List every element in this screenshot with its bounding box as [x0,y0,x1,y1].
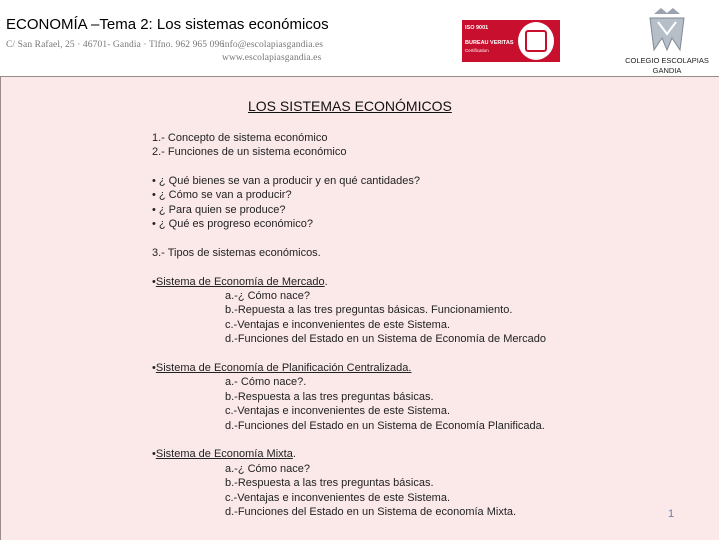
system-mixta-item-b: b.-Respuesta a las tres preguntas básicas. [225,477,434,489]
cert-line-2: BUREAU VERITAS [465,40,514,46]
cert-line-3: Certification [465,48,489,53]
cert-line-1: ISO 9001 [465,25,489,31]
school-name [612,56,720,76]
question-2: • ¿ Cómo se van a producir? [152,189,292,201]
system-mercado-heading [152,275,328,289]
system-planificada-item-d: d.-Funciones del Estado en un Sistema de Economía Planificada. [225,420,545,432]
slide-title: LOS SISTEMAS ECONÓMICOS [248,98,452,114]
page-number: 1 [668,508,675,520]
question-4: • ¿ Qué es progreso económico? [152,218,313,230]
question-1: • ¿ Qué bienes se van a producir y en qué cantidades? [152,175,421,187]
system-mercado-item-d: d.-Funciones del Estado en un Sistema de Economía de Mercado [225,333,547,345]
school-name-line-2: GANDIA [652,66,682,75]
school-name-line-1: COLEGIO ESCOLAPIAS [625,56,709,65]
school-address: C/ San Rafael, 25 · 46701- Gandia · Tlfno. 962 965 096 [6,40,225,50]
system-planificada-name: Sistema de Economía de Planificación Centralizada. [155,362,412,374]
system-mixta-item-a: a.-¿ Cómo nace? [225,463,310,475]
system-mercado-item-a: a.-¿ Cómo nace? [225,290,310,302]
certification-logo [462,20,560,62]
question-3: • ¿ Para quien se produce? [152,204,286,216]
school-crest-icon [642,4,692,54]
system-mixta-item-c: c.-Ventajas e inconvenientes de este Sistema. [225,492,451,504]
heading-suffix: . [292,448,296,460]
system-planificada-heading [152,361,411,375]
system-mercado-name: Sistema de Economía de Mercado [155,276,325,288]
topic-2: 2.- Funciones de un sistema económico [152,146,347,158]
system-mixta-item-d: d.-Funciones del Estado en un Sistema de economía Mixta. [225,506,517,518]
system-planificada-item-c: c.-Ventajas e inconvenientes de este Sistema. [225,405,451,417]
types-heading: 3.- Tipos de sistemas económicos. [152,247,321,259]
bullet: • [152,362,156,374]
system-mercado-item-c: c.-Ventajas e inconvenientes de este Sistema. [225,319,451,331]
system-mixta-heading [152,447,296,461]
heading-suffix: . [324,276,328,288]
bullet: • [152,448,156,460]
topic-1: 1.- Concepto de sistema económico [152,132,328,144]
system-planificada-item-b: b.-Respuesta a las tres preguntas básicas. [225,391,434,403]
school-email: info@escolapiasgandia.es [222,40,324,50]
school-website: www.escolapiasgandia.es [222,53,322,63]
system-mixta-name: Sistema de Economía Mixta [155,448,293,460]
cert-seal-icon [518,22,554,60]
system-mercado-item-b: b.-Repuesta a las tres preguntas básicas. Funcionamiento. [225,304,513,316]
bullet: • [152,276,156,288]
system-planificada-item-a: a.- Cómo nace?. [225,376,307,388]
document-header-title: ECONOMÍA –Tema 2: Los sistemas económicos [6,16,329,33]
